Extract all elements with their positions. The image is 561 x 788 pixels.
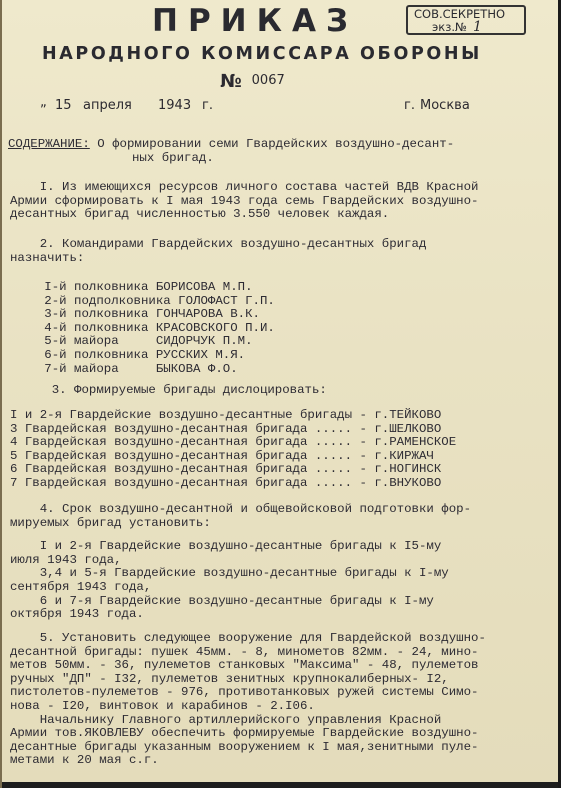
paragraph-line: июля 1943 года,	[10, 552, 122, 567]
paragraph-line: 3,4 и 5-я Гвардейские воздушно-десантные бригады к I-му	[10, 566, 449, 581]
paragraph-line: десантные бригады указанным вооружением к I мая,зенитными пуле-	[10, 739, 479, 754]
paragraph-line: 4. Срок воздушно-десантной и общевойсковой подготовки фор-	[10, 502, 472, 516]
list-item: 4 Гвардейская воздушно-десантная бригада ..... - г.РАМЕНСКОЕ	[10, 435, 457, 450]
paragraph-1	[10, 181, 478, 222]
number-value: 0067	[251, 73, 285, 88]
paragraph-line: назначить:	[10, 250, 85, 265]
date-day: 15	[55, 98, 72, 113]
list-item: 7 Гвардейская воздушно-десантная бригада ..... - г.ВНУКОВО	[10, 475, 442, 490]
paragraph-line: октября 1943 года.	[10, 607, 144, 622]
paragraph-line: I. Из имеющихся ресурсов личного состава частей ВДВ Красной	[10, 180, 479, 194]
list-item: 7-й майора БЫКОВА Ф.О.	[22, 361, 238, 376]
paragraph-line: Армии сформировать к I мая 1943 года семь Гвардейских воздушно-	[10, 193, 479, 208]
list-item: I-й полковника БОРИСОВА М.П.	[22, 280, 253, 294]
paragraph-line: Начальнику Главного артиллерийского управления Красной	[10, 712, 442, 727]
content-line-1: О формировании семи Гвардейских воздушно-десант-	[89, 137, 455, 151]
paragraph-line: метами к 20 мая с.г.	[10, 753, 159, 768]
paragraph-2-heading	[10, 238, 426, 265]
secrecy-stamp	[406, 5, 526, 35]
paragraph-line: десантной бригады: пушек 45мм. - 8, минометов 82мм. - 24, мино-	[10, 644, 479, 659]
content-label: СОДЕРЖАНИЕ:	[8, 137, 90, 151]
paragraph-line: сентября 1943 года,	[10, 579, 152, 594]
paragraph-line: I и 2-я Гвардейские воздушно-десантные бригады к I5-му	[10, 539, 442, 554]
list-item: 2-й подполковника ГОЛОФАСТ Г.П.	[22, 293, 275, 308]
paragraph-line: 5. Установить следующее вооружение для Гвардейской воздушно-	[10, 631, 486, 645]
date-quote: „	[40, 95, 47, 110]
city: Москва	[420, 98, 470, 113]
content-summary	[8, 138, 454, 165]
list-item: 6 Гвардейская воздушно-десантная бригада ..... - г.НОГИНСК	[10, 462, 442, 477]
secrecy-level: СОВ.СЕКРЕТНО	[414, 7, 506, 21]
date-year-suffix: г.	[202, 98, 213, 113]
order-number	[220, 71, 285, 92]
scan-edge	[2, 782, 561, 788]
paragraph-5	[10, 632, 486, 768]
date-year: 1943	[158, 98, 192, 113]
paragraph-line: 2. Командирами Гвардейских воздушно-десантных бригад	[10, 237, 427, 251]
document-title: ПРИКАЗ	[152, 3, 358, 39]
number-sign: №	[220, 71, 242, 92]
paragraph-line: нова - I20, винтовок и карабинов - 2.I06.	[10, 698, 315, 713]
content-line-2: ных бригад.	[132, 150, 214, 165]
city-prefix: г.	[404, 98, 415, 113]
list-item: 3 Гвардейская воздушно-десантная бригада ..... - г.ШЕЛКОВО	[10, 421, 442, 436]
paragraph-line: десантных бригад численностью 3.550 человек каждая.	[10, 207, 390, 222]
copy-number: 1	[473, 19, 482, 35]
paragraph-line: пистолетов-пулеметов - 976, противотанковых ружей системы Симо-	[10, 685, 479, 700]
date-month: апреля	[83, 98, 132, 113]
paragraph-4	[10, 503, 471, 622]
paragraph-3-heading: 3. Формируемые бригады дислоцировать:	[22, 383, 327, 397]
list-item: 5 Гвардейская воздушно-десантная бригада ..... - г.КИРЖАЧ	[10, 448, 434, 463]
copy-label: экз.№	[432, 20, 467, 34]
paragraph-line: 6 и 7-я Гвардейские воздушно-десантные бригады к I-му	[10, 593, 434, 608]
list-item: 3-й полковника ГОНЧАРОВА В.К.	[22, 307, 260, 322]
paragraph-line: Армии тов.ЯКОВЛЕВУ обеспечить формируемые Гвардейские воздушно-	[10, 726, 479, 741]
paragraph-line: метов 50мм. - 36, пулеметов станковых "Максима" - 48, пулеметов	[10, 658, 479, 673]
paragraph-line: мируемых бригад установить:	[10, 515, 211, 530]
commanders-list	[22, 281, 275, 376]
document-subtitle: НАРОДНОГО КОМИССАРА ОБОРОНЫ	[42, 44, 482, 64]
list-item: 4-й полковника КРАСОВСКОГО П.И.	[22, 320, 275, 335]
list-item: 6-й полковника РУССКИХ М.Я.	[22, 347, 246, 362]
list-item: I и 2-я Гвардейские воздушно-десантные бригады - г.ТЕЙКОВО	[10, 408, 442, 422]
dislocation-list	[10, 409, 456, 491]
list-item: 5-й майора СИДОРЧУК П.М.	[22, 334, 253, 349]
paragraph-line: ручных "ДП" - I32, пулеметов зенитных крупнокалиберных- I2,	[10, 671, 449, 686]
